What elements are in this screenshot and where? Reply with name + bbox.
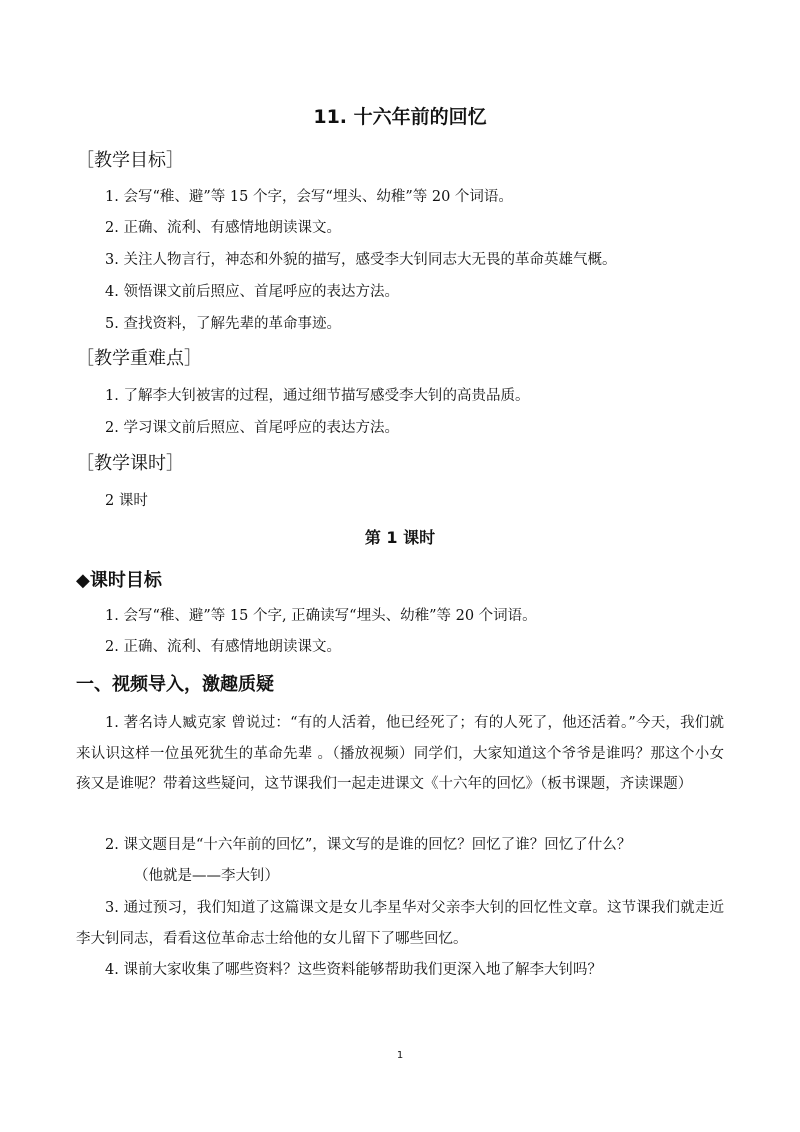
hours-value: 2 课时 [105, 493, 148, 509]
goal-item-1: 1. 会写“稚、避”等 15 个字，会写“埋头、幼稚”等 20 个词语。 [105, 189, 513, 205]
goal-item-2: 2. 正确、流利、有感情地朗读课文。 [105, 220, 341, 236]
lesson-title: 第 1 课时 [364, 528, 436, 547]
key-point-1: 1. 了解李大钊被害的过程，通过细节描写感受李大钊的高贵品质。 [105, 388, 530, 404]
key-points-heading: ［教学重难点］ [76, 348, 202, 369]
goal-item-4: 4. 领悟课文前后照应、首尾呼应的表达方法。 [105, 284, 399, 300]
page-number: 1 [396, 1050, 404, 1061]
part1-heading: 一、视频导入，激趣质疑 [76, 674, 274, 695]
part1-paragraph-2: 2. 课文题目是“十六年前的回忆”，课文写的是谁的回忆？回忆了谁？回忆了什么？ [105, 837, 632, 853]
part1-paragraph-1: 1. 著名诗人臧克家 曾说过：“有的人活着，他已经死了；有的人死了，他还活着。”今天，我们就来认识这样一位虽死犹生的革命先辈 。（播放视频）同学们，大家知道这个爷爷是谁吗？那这个小女孩又是谁呢？带着这些疑问，这节课我们一起走进课文《十六年的回忆》（板书课题，齐读课题） [76, 715, 724, 792]
part1-paragraph-3: 3. 通过预习，我们知道了这篇课文是女儿李星华对父亲李大钊的回忆性文章。这节课我们就走近李大钊同志，看看这位革命志士给他的女儿留下了哪些回忆。 [76, 900, 724, 947]
lesson-goals-heading: ◆课时目标 [76, 570, 162, 591]
goal-item-5: 5. 查找资料，了解先辈的革命事迹。 [105, 316, 341, 332]
hours-heading: ［教学课时］ [76, 453, 184, 474]
part1-paragraph-2-note: （他就是——李大钊） [134, 868, 279, 884]
lesson-goal-2: 2. 正确、流利、有感情地朗读课文。 [105, 639, 341, 655]
goals-heading: ［教学目标］ [76, 150, 184, 171]
part1-paragraph-4: 4. 课前大家收集了哪些资料？这些资料能够帮助我们更深入地了解李大钊吗？ [105, 962, 602, 978]
page-title: 11. 十六年前的回忆 [313, 106, 487, 128]
lesson-goal-1: 1. 会写“稚、避”等 15 个字, 正确读写“埋头、幼稚”等 20 个词语。 [105, 608, 537, 624]
goal-item-3: 3. 关注人物言行，神态和外貌的描写，感受李大钊同志大无畏的革命英雄气概。 [105, 252, 617, 268]
key-point-2: 2. 学习课文前后照应、首尾呼应的表达方法。 [105, 420, 399, 436]
